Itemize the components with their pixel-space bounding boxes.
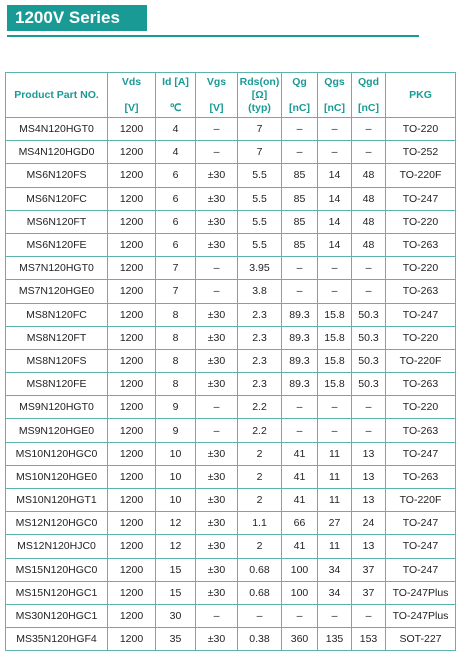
table-cell: 2.3	[238, 326, 282, 349]
table-cell: 1200	[108, 349, 156, 372]
table-cell: TO-263	[386, 233, 456, 256]
table-cell: 3.95	[238, 257, 282, 280]
table-cell: TO-263	[386, 280, 456, 303]
table-cell: 66	[282, 512, 318, 535]
table-cell: ±30	[196, 164, 238, 187]
table-cell: 6	[156, 164, 196, 187]
table-cell: 13	[352, 489, 386, 512]
table-cell: 100	[282, 581, 318, 604]
table-row	[6, 118, 456, 141]
table-cell: 100	[282, 558, 318, 581]
table-row	[6, 326, 456, 349]
part-number-cell: MS15N120HGC1	[6, 581, 108, 604]
table-cell: 48	[352, 210, 386, 233]
table-cell: 1200	[108, 604, 156, 627]
table-cell: 1200	[108, 558, 156, 581]
part-number-cell: MS6N120FS	[6, 164, 108, 187]
product-spec-table	[5, 72, 456, 651]
table-cell: TO-263	[386, 419, 456, 442]
table-cell: SOT-227	[386, 628, 456, 651]
column-header-line: Product Part NO.	[14, 88, 99, 101]
table-cell: 8	[156, 326, 196, 349]
table-cell: TO-252	[386, 141, 456, 164]
column-header-line: ℃	[169, 101, 182, 114]
table-cell: ±30	[196, 489, 238, 512]
table-cell: 2	[238, 442, 282, 465]
column-header	[282, 73, 318, 118]
table-cell: 89.3	[282, 303, 318, 326]
column-header-line: [Ω]	[251, 88, 268, 101]
column-header-line: [V]	[209, 101, 224, 114]
table-row	[6, 164, 456, 187]
part-number-cell: MS7N120HGE0	[6, 280, 108, 303]
column-header-line	[318, 89, 351, 102]
part-number-cell: MS8N120FS	[6, 349, 108, 372]
column-header-line: [V]	[124, 101, 139, 114]
part-number-cell: MS8N120FT	[6, 326, 108, 349]
table-cell: 6	[156, 233, 196, 256]
table-cell: 10	[156, 442, 196, 465]
table-cell: 50.3	[352, 303, 386, 326]
table-cell: 2	[238, 535, 282, 558]
table-cell: ±30	[196, 558, 238, 581]
table-cell: 48	[352, 164, 386, 187]
table-row	[6, 512, 456, 535]
table-cell: 1200	[108, 396, 156, 419]
table-cell: 50.3	[352, 373, 386, 396]
column-header-line: Rds(on)	[239, 75, 280, 88]
table-cell: 1200	[108, 442, 156, 465]
table-row	[6, 628, 456, 651]
table-cell: –	[318, 257, 352, 280]
table-cell: ±30	[196, 349, 238, 372]
table-cell: 89.3	[282, 326, 318, 349]
table-row	[6, 396, 456, 419]
column-header	[352, 73, 386, 118]
part-number-cell: MS4N120HGT0	[6, 118, 108, 141]
table-cell: –	[318, 396, 352, 419]
table-cell: –	[352, 419, 386, 442]
table-cell: 15	[156, 558, 196, 581]
column-header-line: Qg	[292, 75, 307, 88]
table-cell: –	[352, 257, 386, 280]
table-cell: ±30	[196, 465, 238, 488]
table-row	[6, 558, 456, 581]
table-cell: 41	[282, 535, 318, 558]
part-number-cell: MS30N120HGC1	[6, 604, 108, 627]
table-cell: TO-220	[386, 326, 456, 349]
part-number-cell: MS8N120FE	[6, 373, 108, 396]
table-cell: –	[196, 396, 238, 419]
table-cell: –	[318, 118, 352, 141]
table-cell: ±30	[196, 187, 238, 210]
table-row	[6, 535, 456, 558]
table-cell: TO-220F	[386, 489, 456, 512]
table-cell: –	[282, 419, 318, 442]
table-cell: 1200	[108, 512, 156, 535]
table-cell: –	[196, 604, 238, 627]
column-header-line: Qgd	[358, 75, 379, 88]
table-cell: 5.5	[238, 187, 282, 210]
table-cell: 2.2	[238, 396, 282, 419]
column-header-line: PKG	[409, 88, 432, 101]
table-cell: 0.68	[238, 581, 282, 604]
table-cell: ±30	[196, 442, 238, 465]
table-body	[6, 118, 456, 651]
table-cell: 12	[156, 535, 196, 558]
table-cell: 7	[156, 257, 196, 280]
table-row	[6, 141, 456, 164]
table-cell: 41	[282, 465, 318, 488]
column-header-line	[282, 89, 317, 102]
part-number-cell: MS4N120HGD0	[6, 141, 108, 164]
table-cell: 1200	[108, 535, 156, 558]
table-cell: –	[196, 419, 238, 442]
table-cell: 5.5	[238, 164, 282, 187]
table-row	[6, 280, 456, 303]
table-cell: ±30	[196, 628, 238, 651]
table-cell: TO-247	[386, 558, 456, 581]
table-cell: 1200	[108, 373, 156, 396]
table-row	[6, 465, 456, 488]
table-row	[6, 349, 456, 372]
table-cell: 1200	[108, 187, 156, 210]
table-cell: 11	[318, 442, 352, 465]
table-cell: TO-220F	[386, 349, 456, 372]
table-cell: 15.8	[318, 349, 352, 372]
table-cell: ±30	[196, 210, 238, 233]
table-cell: –	[352, 280, 386, 303]
table-cell: –	[282, 396, 318, 419]
table-cell: TO-247	[386, 303, 456, 326]
column-header-line: Id [A]	[162, 75, 189, 88]
table-cell: 89.3	[282, 373, 318, 396]
table-cell: 15	[156, 581, 196, 604]
table-row	[6, 257, 456, 280]
table-cell: 35	[156, 628, 196, 651]
table-cell: TO-247	[386, 442, 456, 465]
table-cell: 1200	[108, 257, 156, 280]
table-cell: TO-247	[386, 512, 456, 535]
column-header	[6, 73, 108, 118]
table-cell: 24	[352, 512, 386, 535]
table-cell: 34	[318, 581, 352, 604]
table-cell: 85	[282, 233, 318, 256]
part-number-cell: MS6N120FE	[6, 233, 108, 256]
table-cell: –	[238, 604, 282, 627]
table-cell: 4	[156, 118, 196, 141]
column-header-line: [nC]	[358, 101, 379, 114]
table-cell: –	[318, 604, 352, 627]
table-cell: 11	[318, 489, 352, 512]
table-cell: –	[282, 257, 318, 280]
title-divider	[7, 35, 419, 37]
part-number-cell: MS10N120HGC0	[6, 442, 108, 465]
table-row	[6, 581, 456, 604]
part-number-cell: MS6N120FT	[6, 210, 108, 233]
table-cell: 1200	[108, 465, 156, 488]
table-cell: TO-220	[386, 118, 456, 141]
part-number-cell: MS12N120HGC0	[6, 512, 108, 535]
table-cell: 1200	[108, 628, 156, 651]
table-cell: TO-247	[386, 187, 456, 210]
part-number-cell: MS15N120HGC0	[6, 558, 108, 581]
table-cell: 1200	[108, 326, 156, 349]
table-cell: 34	[318, 558, 352, 581]
table-cell: –	[196, 118, 238, 141]
table-cell: TO-263	[386, 465, 456, 488]
table-cell: TO-220	[386, 210, 456, 233]
table-row	[6, 373, 456, 396]
table-cell: –	[282, 141, 318, 164]
table-cell: 1200	[108, 141, 156, 164]
part-number-cell: MS9N120HGE0	[6, 419, 108, 442]
table-cell: 1200	[108, 210, 156, 233]
column-header-line	[156, 89, 195, 102]
table-cell: 14	[318, 210, 352, 233]
part-number-cell: MS10N120HGE0	[6, 465, 108, 488]
table-cell: 7	[156, 280, 196, 303]
table-cell: –	[282, 118, 318, 141]
table-cell: TO-247Plus	[386, 581, 456, 604]
table-cell: 13	[352, 535, 386, 558]
table-cell: 15.8	[318, 303, 352, 326]
table-cell: –	[318, 419, 352, 442]
table-cell: –	[352, 141, 386, 164]
column-header-line: (typ)	[248, 101, 271, 114]
table-cell: 37	[352, 558, 386, 581]
column-header-line: Qgs	[324, 75, 345, 88]
table-cell: –	[352, 118, 386, 141]
column-header	[196, 73, 238, 118]
table-cell: 89.3	[282, 349, 318, 372]
table-cell: 48	[352, 233, 386, 256]
table-cell: 15.8	[318, 326, 352, 349]
table-cell: ±30	[196, 373, 238, 396]
table-cell: –	[282, 280, 318, 303]
table-cell: TO-247	[386, 535, 456, 558]
table-cell: 10	[156, 489, 196, 512]
table-cell: 13	[352, 465, 386, 488]
column-header	[108, 73, 156, 118]
table-cell: 41	[282, 442, 318, 465]
table-cell: 1200	[108, 419, 156, 442]
table-cell: 1200	[108, 118, 156, 141]
table-cell: 7	[238, 141, 282, 164]
table-cell: 2.3	[238, 349, 282, 372]
column-header-line: Vgs	[206, 75, 227, 88]
table-cell: ±30	[196, 303, 238, 326]
table-cell: –	[318, 141, 352, 164]
part-number-cell: MS9N120HGT0	[6, 396, 108, 419]
part-number-cell: MS6N120FC	[6, 187, 108, 210]
table-cell: 5.5	[238, 233, 282, 256]
table-header-row	[6, 73, 456, 118]
table-cell: –	[282, 604, 318, 627]
table-cell: 1200	[108, 581, 156, 604]
table-cell: 85	[282, 187, 318, 210]
part-number-cell: MS10N120HGT1	[6, 489, 108, 512]
table-cell: 14	[318, 164, 352, 187]
column-header-line: Vds	[121, 75, 142, 88]
table-cell: 37	[352, 581, 386, 604]
table-cell: 11	[318, 465, 352, 488]
table-row	[6, 442, 456, 465]
table-cell: 41	[282, 489, 318, 512]
table-cell: TO-263	[386, 373, 456, 396]
table-cell: 1200	[108, 233, 156, 256]
table-cell: 8	[156, 373, 196, 396]
table-cell: 11	[318, 535, 352, 558]
table-cell: TO-220	[386, 396, 456, 419]
table-cell: 360	[282, 628, 318, 651]
table-cell: 9	[156, 396, 196, 419]
table-cell: –	[196, 141, 238, 164]
table-cell: 27	[318, 512, 352, 535]
table-cell: 2.3	[238, 303, 282, 326]
table-cell: 6	[156, 210, 196, 233]
column-header	[318, 73, 352, 118]
table-cell: ±30	[196, 581, 238, 604]
table-cell: 2	[238, 489, 282, 512]
table-cell: 0.38	[238, 628, 282, 651]
table-cell: 30	[156, 604, 196, 627]
table-cell: –	[196, 257, 238, 280]
column-header-line	[352, 89, 385, 102]
table-row	[6, 210, 456, 233]
table-cell: 153	[352, 628, 386, 651]
table-cell: 4	[156, 141, 196, 164]
table-row	[6, 419, 456, 442]
table-cell: 85	[282, 164, 318, 187]
table-cell: 15.8	[318, 373, 352, 396]
column-header-line	[196, 89, 237, 102]
part-number-cell: MS35N120HGF4	[6, 628, 108, 651]
table-cell: 5.5	[238, 210, 282, 233]
table-cell: 1200	[108, 489, 156, 512]
table-cell: ±30	[196, 512, 238, 535]
table-cell: 3.8	[238, 280, 282, 303]
column-header-line: [nC]	[289, 101, 310, 114]
column-header	[156, 73, 196, 118]
table-cell: –	[352, 604, 386, 627]
table-cell: ±30	[196, 233, 238, 256]
table-cell: 2.2	[238, 419, 282, 442]
table-cell: ±30	[196, 535, 238, 558]
table-cell: TO-247Plus	[386, 604, 456, 627]
table-row	[6, 233, 456, 256]
part-number-cell: MS12N120HJC0	[6, 535, 108, 558]
series-title: 1200V Series	[7, 5, 147, 31]
table-cell: 9	[156, 419, 196, 442]
column-header-line: [nC]	[324, 101, 345, 114]
table-cell: 50.3	[352, 326, 386, 349]
table-row	[6, 303, 456, 326]
column-header-line	[108, 89, 155, 102]
table-cell: 1200	[108, 280, 156, 303]
table-cell: –	[196, 280, 238, 303]
table-cell: TO-220F	[386, 164, 456, 187]
table-row	[6, 604, 456, 627]
table-cell: 1200	[108, 164, 156, 187]
table-cell: 7	[238, 118, 282, 141]
table-cell: 13	[352, 442, 386, 465]
column-header	[238, 73, 282, 118]
table-cell: 1200	[108, 303, 156, 326]
table-cell: 50.3	[352, 349, 386, 372]
table-cell: 6	[156, 187, 196, 210]
table-cell: 14	[318, 187, 352, 210]
table-cell: 2.3	[238, 373, 282, 396]
table-cell: 8	[156, 303, 196, 326]
table-cell: –	[352, 396, 386, 419]
table-cell: ±30	[196, 326, 238, 349]
table-row	[6, 187, 456, 210]
table-cell: 10	[156, 465, 196, 488]
table-row	[6, 489, 456, 512]
table-cell: 12	[156, 512, 196, 535]
table-cell: TO-220	[386, 257, 456, 280]
table-cell: 2	[238, 465, 282, 488]
table-cell: –	[318, 280, 352, 303]
part-number-cell: MS8N120FC	[6, 303, 108, 326]
table-cell: 135	[318, 628, 352, 651]
table-cell: 8	[156, 349, 196, 372]
table-cell: 0.68	[238, 558, 282, 581]
column-header	[386, 73, 456, 118]
table-cell: 48	[352, 187, 386, 210]
table-cell: 1.1	[238, 512, 282, 535]
table-cell: 85	[282, 210, 318, 233]
part-number-cell: MS7N120HGT0	[6, 257, 108, 280]
table-cell: 14	[318, 233, 352, 256]
